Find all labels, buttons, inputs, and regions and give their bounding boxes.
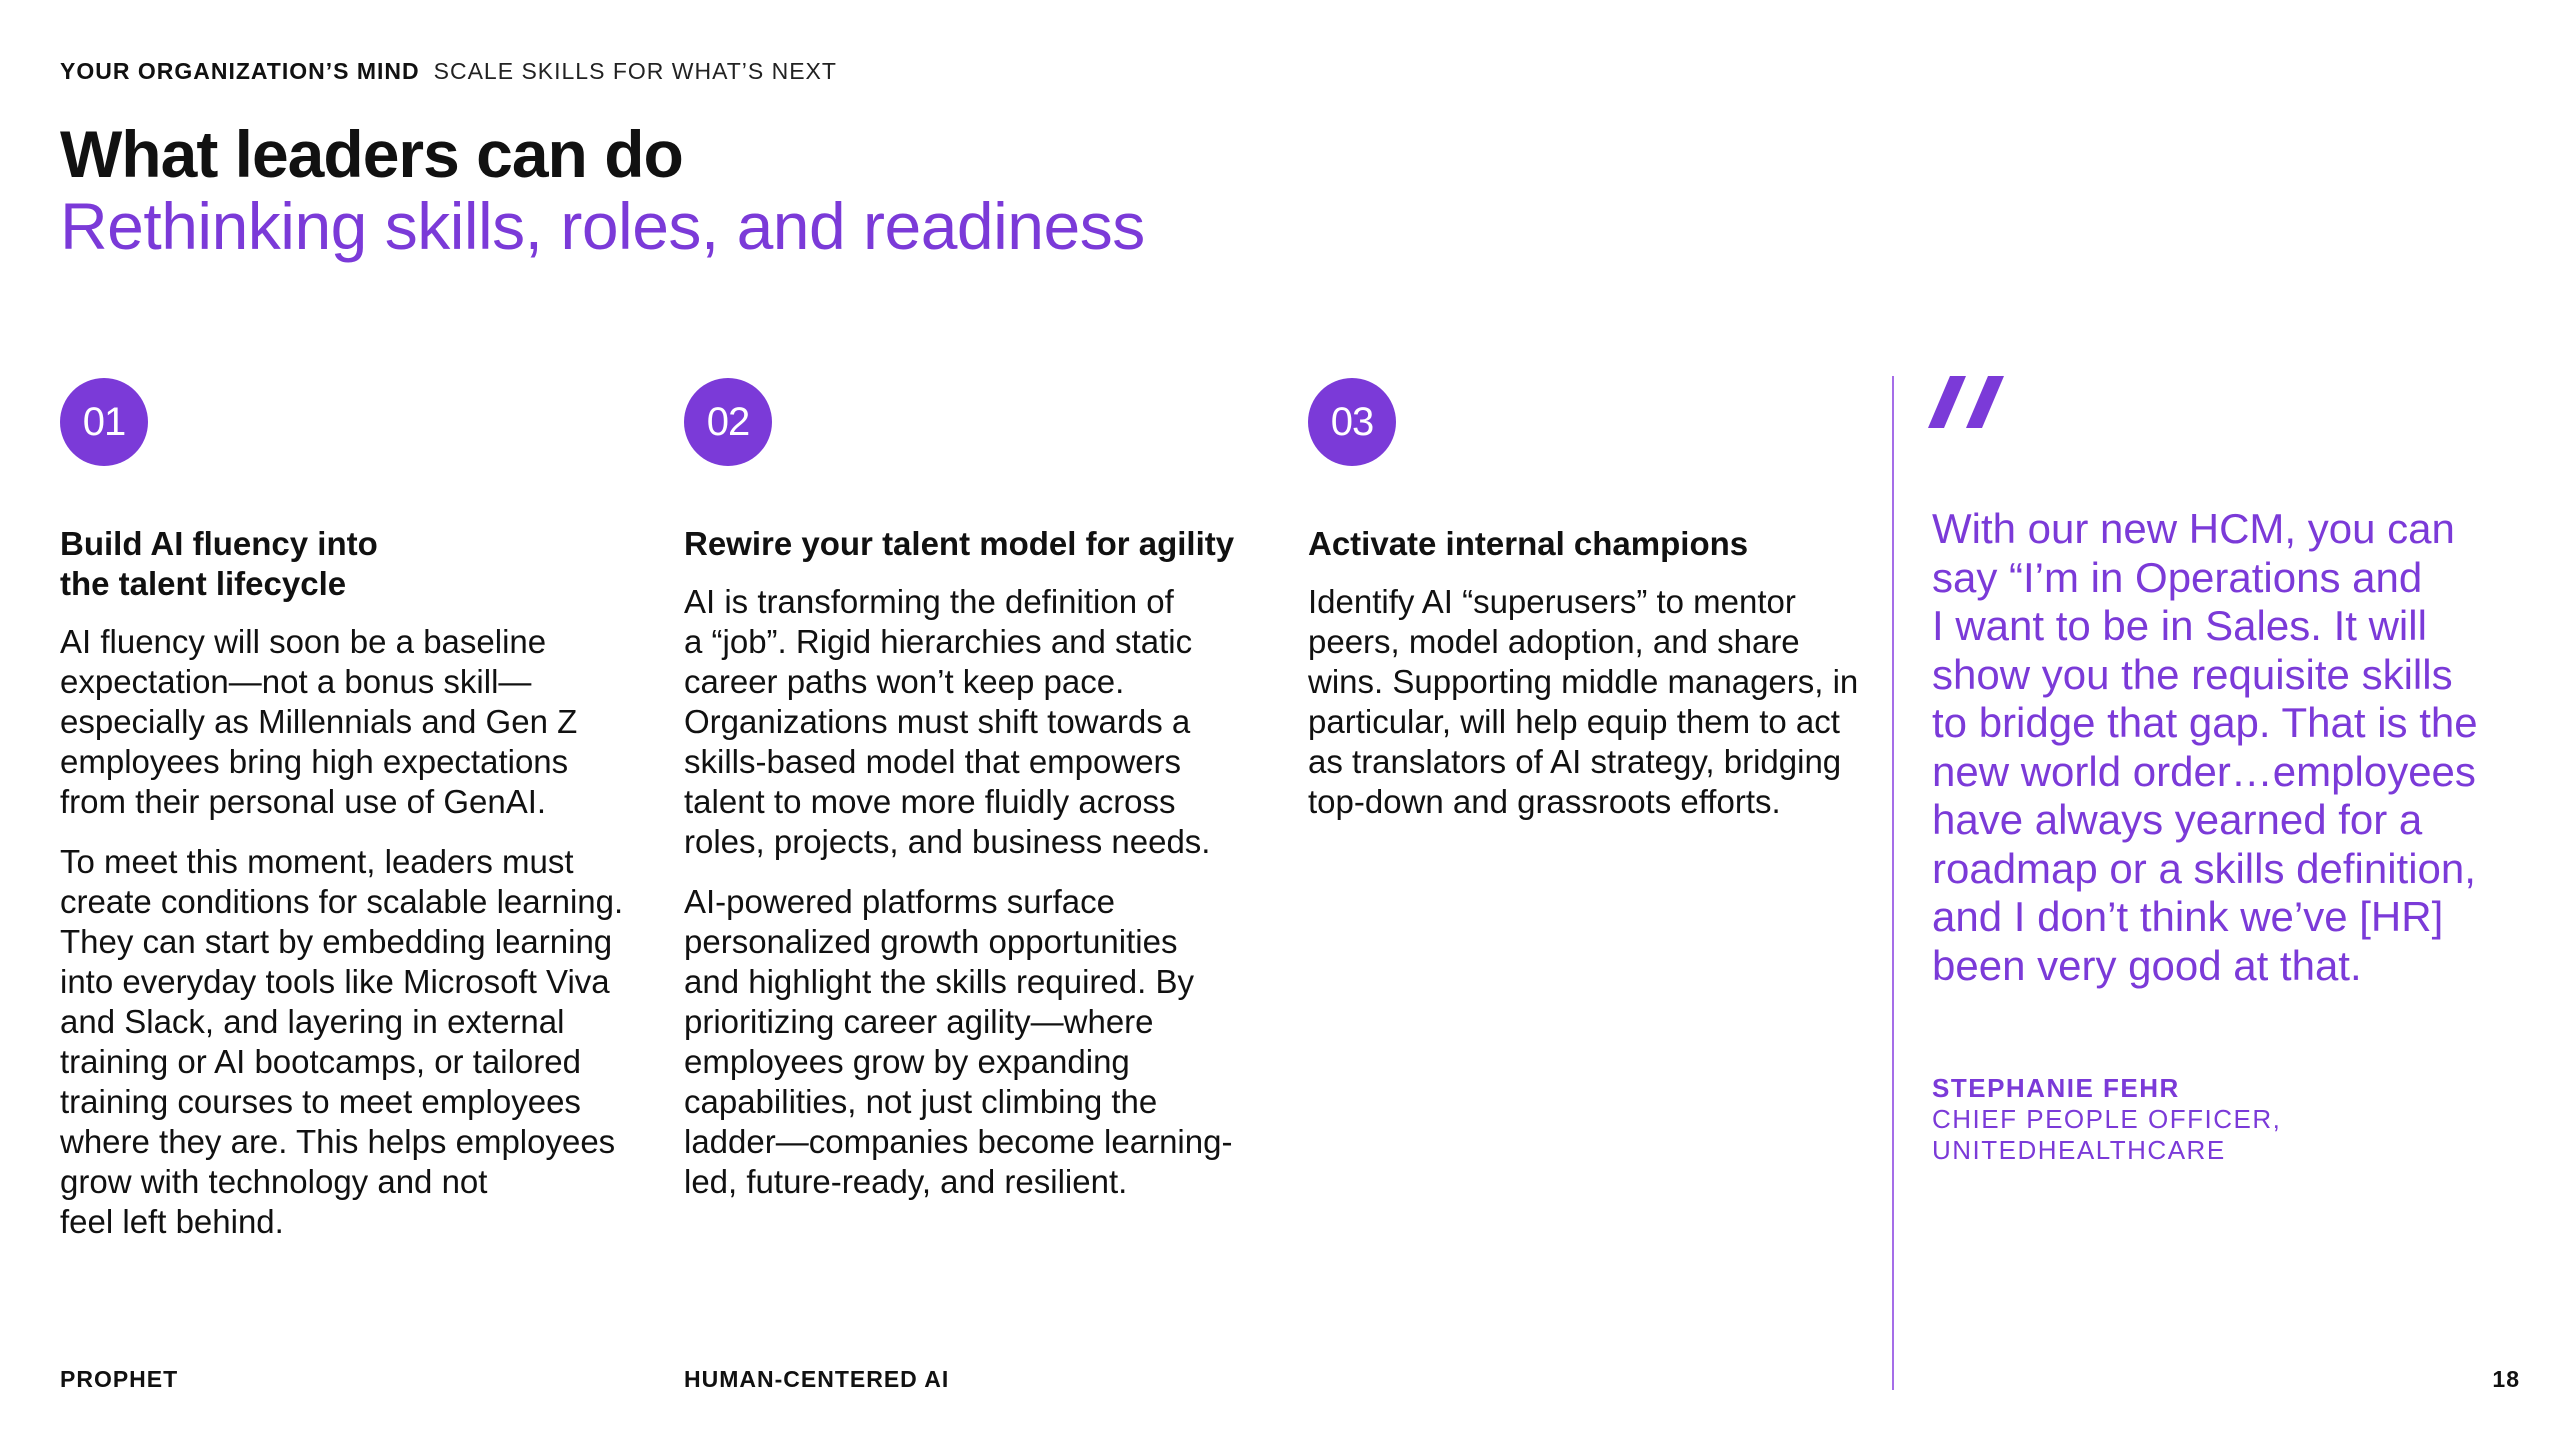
quote-mark-icon [1928, 376, 2018, 446]
column-3 [1308, 378, 1888, 822]
page-number: 18 [2492, 1366, 2520, 1392]
page-title: What leaders can do [60, 117, 683, 191]
column-1 [60, 378, 640, 1242]
column-2 [684, 378, 1264, 1202]
step-number-badge: 03 [1308, 378, 1396, 466]
column-heading: Activate internal champions [1308, 525, 1749, 562]
subsection-label: SCALE SKILLS FOR WHAT’S NEXT [433, 58, 837, 84]
step-number-badge: 01 [60, 378, 148, 466]
column-paragraph: AI-powered platforms surface personalized growth opportunities and highlight the skills required. By prioritizing career agility—where employees grow by expanding capabilities, not just climbing the ladder—companies become learning- led, future-ready, and resilient. [684, 883, 1233, 1200]
column-heading: Build AI fluency into the talent lifecycle [60, 525, 378, 602]
quote-author-role: CHIEF PEOPLE OFFICER, UNITEDHEALTHCARE [1932, 1104, 2282, 1165]
column-heading: Rewire your talent model for agility [684, 525, 1235, 562]
quote-author-name: STEPHANIE FEHR [1932, 1073, 2180, 1103]
column-paragraph: AI is transforming the definition of a “job”. Rigid hierarchies and static career paths won’t keep pace. Organizations must shift towards a skills-based model that empowers talent to move more fluidly across roles, projects, and business needs. [684, 583, 1211, 860]
footer-brand: PROPHET [60, 1366, 179, 1392]
step-number-badge: 02 [684, 378, 772, 466]
footer-report-title: HUMAN-CENTERED AI [684, 1366, 950, 1392]
column-paragraph: To meet this moment, leaders must create conditions for scalable learning. They can start by embedding learning into everyday tools like Microsoft Viva and Slack, and layering in external training or AI bootcamps, or tailored training courses to meet employees where they are. This helps employees grow with technology and not feel left behind. [60, 843, 624, 1240]
pull-quote: With our new HCM, you can say “I’m in Operations and I want to be in Sales. It will show you the requisite skills to bridge that gap. That is the new world order…employees have always yearned for a roadmap or a skills definition, and I don’t think we’ve [HR] been very good at that. [1932, 505, 2478, 989]
quote-divider [1892, 376, 1894, 1390]
column-paragraph: AI fluency will soon be a baseline expectation—not a bonus skill— especially as Millennials and Gen Z employees bring high expectations from their personal use of GenAI. [60, 623, 578, 820]
section-kicker [60, 58, 837, 85]
section-label: YOUR ORGANIZATION’S MIND [60, 58, 420, 84]
quote-attribution [1932, 1073, 2281, 1166]
column-paragraph: Identify AI “superusers” to mentor peers, model adoption, and share wins. Supporting middle managers, in particular, will help equip them to act as translators of AI strategy, bridging top-down and grassroots efforts. [1308, 583, 1859, 820]
page-subtitle: Rethinking skills, roles, and readiness [60, 189, 1145, 263]
